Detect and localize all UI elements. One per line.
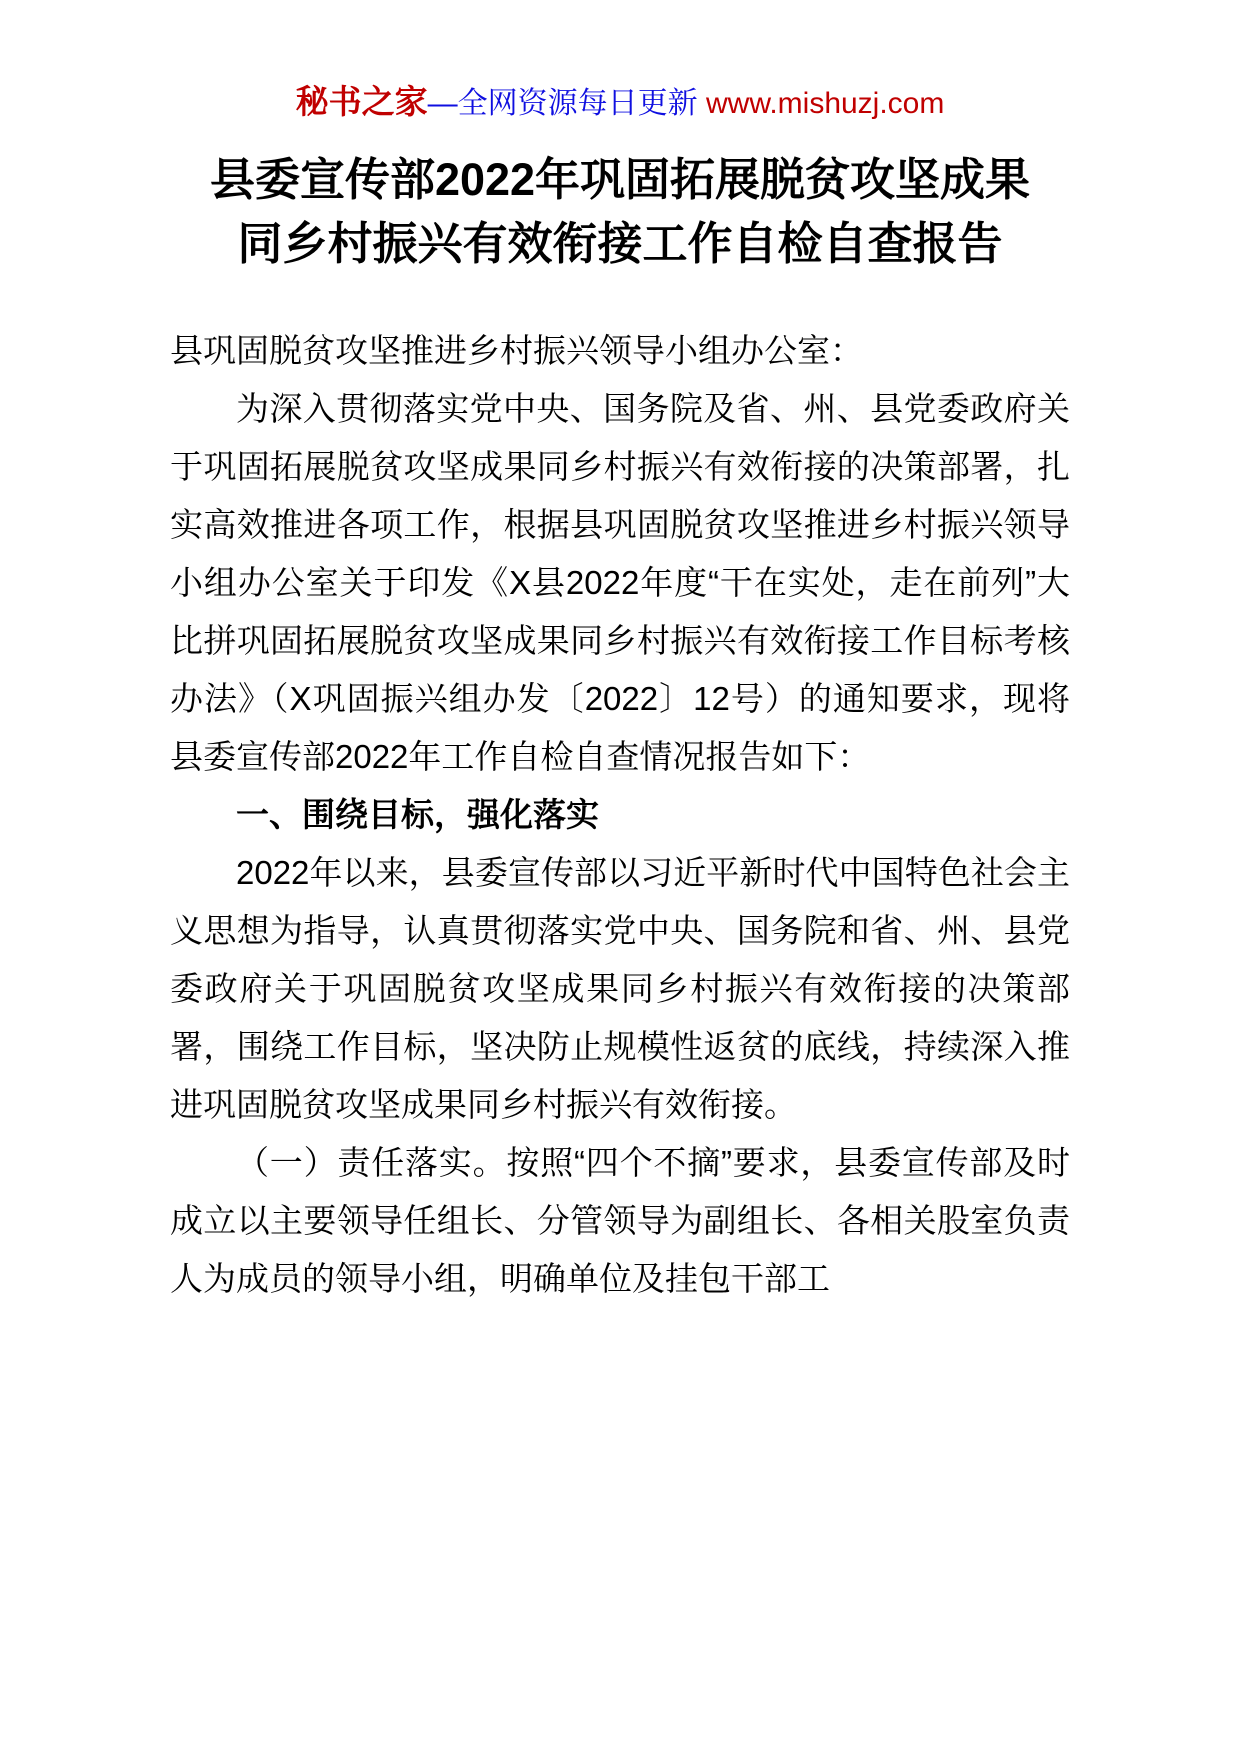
site-name: 秘书之家 [295,83,428,120]
paragraph-responsibility: （一）责任落实。按照“四个不摘”要求，县委宣传部及时成立以主要领导任组长、分管领导为副组长、各相关股室负责人为成员的领导小组，明确单位及挂包干部工 [170,1144,1070,1297]
document-body [170,322,1070,1308]
title-line-1: 县委宣传部2022年巩固拓展脱贫攻坚成果 [209,154,1031,205]
paragraph-intro: 为深入贯彻落实党中央、国务院及省、州、县党委政府关于巩固拓展脱贫攻坚成果同乡村振兴有效衔接的决策部署，扎实高效推进各项工作，根据县巩固脱贫攻坚推进乡村振兴领导小组办公室关于印发《X县2022年度“干在实处，走在前列”大比拼巩固拓展脱贫攻坚成果同乡村振兴有效衔接工作目标考核办法》（X巩固振兴组办发〔2022〕12号）的通知要求，现将县委宣传部2022年工作自检自查情况报告如下： [170,390,1070,775]
site-header [170,80,1070,126]
paragraph-salutation: 县巩固脱贫攻坚推进乡村振兴领导小组办公室： [170,332,863,369]
paragraph-section1-overview: 2022年以来，县委宣传部以习近平新时代中国特色社会主义思想为指导，认真贯彻落实党中央、国务院和省、州、县党委政府关于巩固脱贫攻坚成果同乡村振兴有效衔接的决策部署，围绕工作目标，坚决防止规模性返贫的底线，持续深入推进巩固脱贫攻坚成果同乡村振兴有效衔接。 [170,854,1070,1123]
site-tagline: —全网资源每日更新 [427,87,698,120]
site-url-link[interactable]: www.mishuzj.com [705,87,945,120]
title-line-2: 同乡村振兴有效衔接工作自检自查报告 [237,218,1003,269]
section-heading-1: 一、围绕目标，强化落实 [236,796,599,833]
document-title [170,148,1070,276]
